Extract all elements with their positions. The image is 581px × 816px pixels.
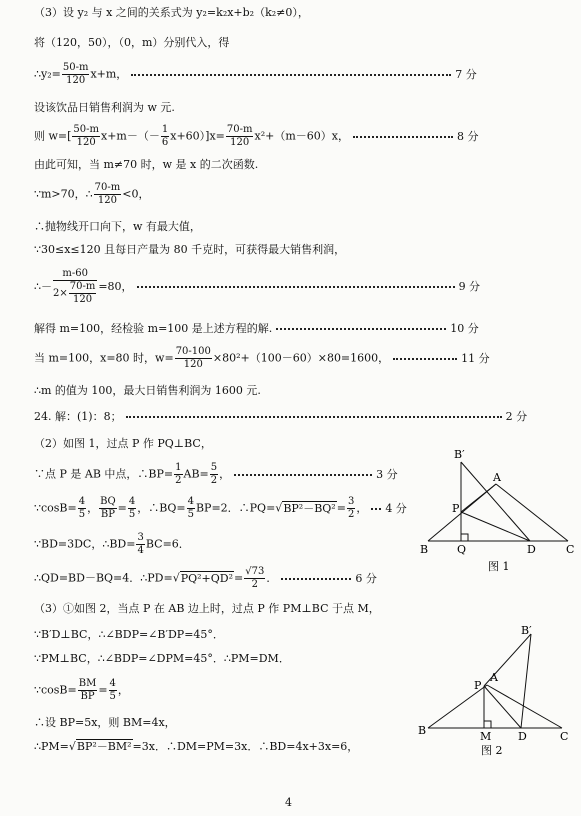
text: ∵BD=3DC，∴BD= (34, 537, 136, 551)
text: =80， (98, 280, 133, 293)
radicand: PQ²+QD² (180, 571, 234, 585)
score: 7 分 (455, 67, 477, 81)
text: = (234, 571, 244, 585)
denominator: 120 (76, 137, 96, 148)
text-line: （3）设 y₂ 与 x 之间的关系式为 y₂=k₂x+b₂（k₂≠0）， (34, 6, 309, 19)
text: = (336, 501, 346, 515)
text-line: ∵B′D⊥BC，∴∠BDP=∠B′DP=45°． (34, 628, 224, 641)
denominator: 120 (230, 137, 250, 148)
numerator: 70-m (69, 281, 96, 292)
numerator: 4 (187, 496, 194, 507)
figure-caption: 图 1 (488, 560, 510, 573)
label-A: A (490, 671, 498, 684)
label-B: B (418, 724, 427, 737)
numerator: 1 (175, 462, 182, 473)
label-P: P (452, 502, 460, 515)
text-line: 设该饮品日销售利润为 w 元. (34, 101, 175, 114)
numerator: 50-m (62, 62, 89, 73)
numerator: BQ (100, 496, 116, 507)
label-C: C (566, 543, 575, 556)
text: ， (117, 683, 129, 697)
text: <0， (122, 187, 150, 201)
text: BC=6． (145, 537, 190, 551)
label-D: D (518, 730, 527, 743)
numerator: m-60 (53, 268, 97, 281)
figure-caption: 图 2 (481, 744, 503, 757)
line-AC (496, 484, 568, 541)
text-line: ∴抛物线开口向下，w 有最大值， (34, 220, 201, 233)
label-A: A (493, 471, 501, 484)
text-line: （3）①如图 2，当点 P 在 AB 边上时，过点 P 作 PM⊥BC 于点 M， (34, 602, 380, 615)
numerator: 50-m (73, 124, 100, 135)
denominator: 2 (251, 579, 258, 590)
text: ，∴BQ= (137, 501, 186, 515)
label-B: B (420, 543, 429, 556)
text-line: ∴m 的值为 100，最大日销售利润为 1600 元. (34, 384, 261, 397)
line-PD (461, 512, 530, 541)
text: ∴PM=√ (34, 740, 76, 753)
numerator: 3 (137, 532, 144, 543)
label-Bp: B′ (521, 624, 532, 637)
line-PD (484, 686, 521, 728)
text: ×80²+（100－60）×80=1600， (212, 351, 390, 365)
numerator: 70-m (226, 124, 253, 135)
text-line: 将（120，50），（0，m）分别代入，得 (34, 36, 230, 49)
text: = (98, 683, 108, 697)
text-line: ∵30≤x≤120 且每日产量为 80 千克时，可获得最大销售利润， (34, 243, 346, 256)
text: x+m， (90, 67, 128, 81)
numerator: 70-m (94, 182, 121, 193)
text-line: ∴设 BP=5x，则 BM=4x， (34, 716, 176, 729)
text: 当 m=100，x=80 时，w= (34, 351, 174, 365)
score: 4 分 (385, 501, 407, 515)
text: ∴QD=BD－BQ=4．∴PD=√ (34, 571, 180, 585)
numerator: 1 (161, 124, 169, 135)
text: = (117, 501, 127, 515)
score: 10 分 (450, 322, 479, 335)
right-angle-mark (461, 534, 468, 541)
page-number: 4 (285, 796, 292, 809)
denominator: 6 (161, 137, 169, 148)
text: ， (356, 501, 368, 515)
line-PA (461, 484, 496, 512)
text: x+m－（－ (101, 129, 160, 143)
text: ∵点 P 是 AB 中点，∴BP= (34, 467, 174, 481)
text: ∵cosB= (34, 501, 77, 515)
numerator: 4 (78, 496, 86, 507)
numerator: 70-100 (175, 346, 211, 357)
text-line: ∵PM⊥BC，∴∠BDP=∠DPM=45°．∴PM=DM． (34, 652, 290, 665)
text: ∴－ (34, 280, 52, 293)
denominator: 2 (347, 509, 355, 520)
text: x²+（m－60）x， (254, 129, 349, 143)
score: 8 分 (456, 129, 479, 143)
numerator: 5 (210, 462, 218, 473)
text: 2× (53, 288, 68, 299)
label-M: M (480, 730, 492, 743)
text-line: （2）如图 1，过点 P 作 PQ⊥BC， (34, 437, 212, 450)
score: 2 分 (505, 410, 528, 423)
text-line: 由此可知，当 m≠70 时，w 是 x 的二次函数. (34, 158, 259, 171)
text: 24. 解：(1)：8； (34, 410, 122, 423)
numerator: √73 (245, 566, 265, 577)
numerator: 4 (109, 678, 116, 689)
label-Bp: B′ (454, 448, 465, 461)
numerator: 3 (347, 496, 355, 507)
score: 6 分 (355, 571, 377, 585)
radicand: BP²－BM² (76, 740, 132, 753)
label-C: C (560, 730, 569, 743)
denominator: 2 (175, 475, 182, 486)
denominator: 4 (137, 545, 144, 556)
denominator: 5 (109, 691, 116, 702)
radicand: BP²－BQ² (283, 501, 336, 515)
text: ∴y₂= (34, 67, 61, 81)
denominator: 2 (210, 475, 218, 486)
label-D: D (527, 543, 536, 556)
denominator: BP (100, 509, 115, 520)
text: 则 w=[ (34, 129, 72, 143)
denominator: 120 (73, 294, 93, 305)
label-P: P (474, 679, 482, 692)
score: 11 分 (461, 351, 490, 365)
numerator: BM (78, 678, 97, 689)
text: ， (219, 467, 231, 481)
denominator: 5 (187, 509, 194, 520)
numerator: 4 (128, 496, 136, 507)
denominator: 120 (97, 195, 117, 206)
text: x+60）]x= (170, 129, 225, 143)
text: ∵m>70，∴ (34, 187, 93, 201)
denominator: BP (80, 691, 95, 702)
score: 3 分 (376, 467, 398, 481)
right-angle-mark (484, 721, 491, 728)
denominator: 5 (128, 509, 136, 520)
text: BP=2．∴PQ=√ (195, 501, 283, 515)
text: ∵cosB= (34, 683, 77, 697)
text: 解得 m=100，经检验 m=100 是上述方程的解. (34, 322, 273, 335)
line-BpD (521, 634, 531, 728)
text: ． (266, 571, 278, 585)
denominator: 5 (78, 509, 86, 520)
denominator: 120 (66, 75, 86, 86)
denominator: 120 (183, 359, 203, 370)
text: ， (87, 501, 99, 515)
score: 9 分 (458, 280, 481, 293)
text: AB= (183, 467, 209, 481)
text: =3x．∴DM=PM=3x．∴BD=4x+3x=6， (132, 740, 359, 753)
label-Q: Q (457, 543, 467, 556)
